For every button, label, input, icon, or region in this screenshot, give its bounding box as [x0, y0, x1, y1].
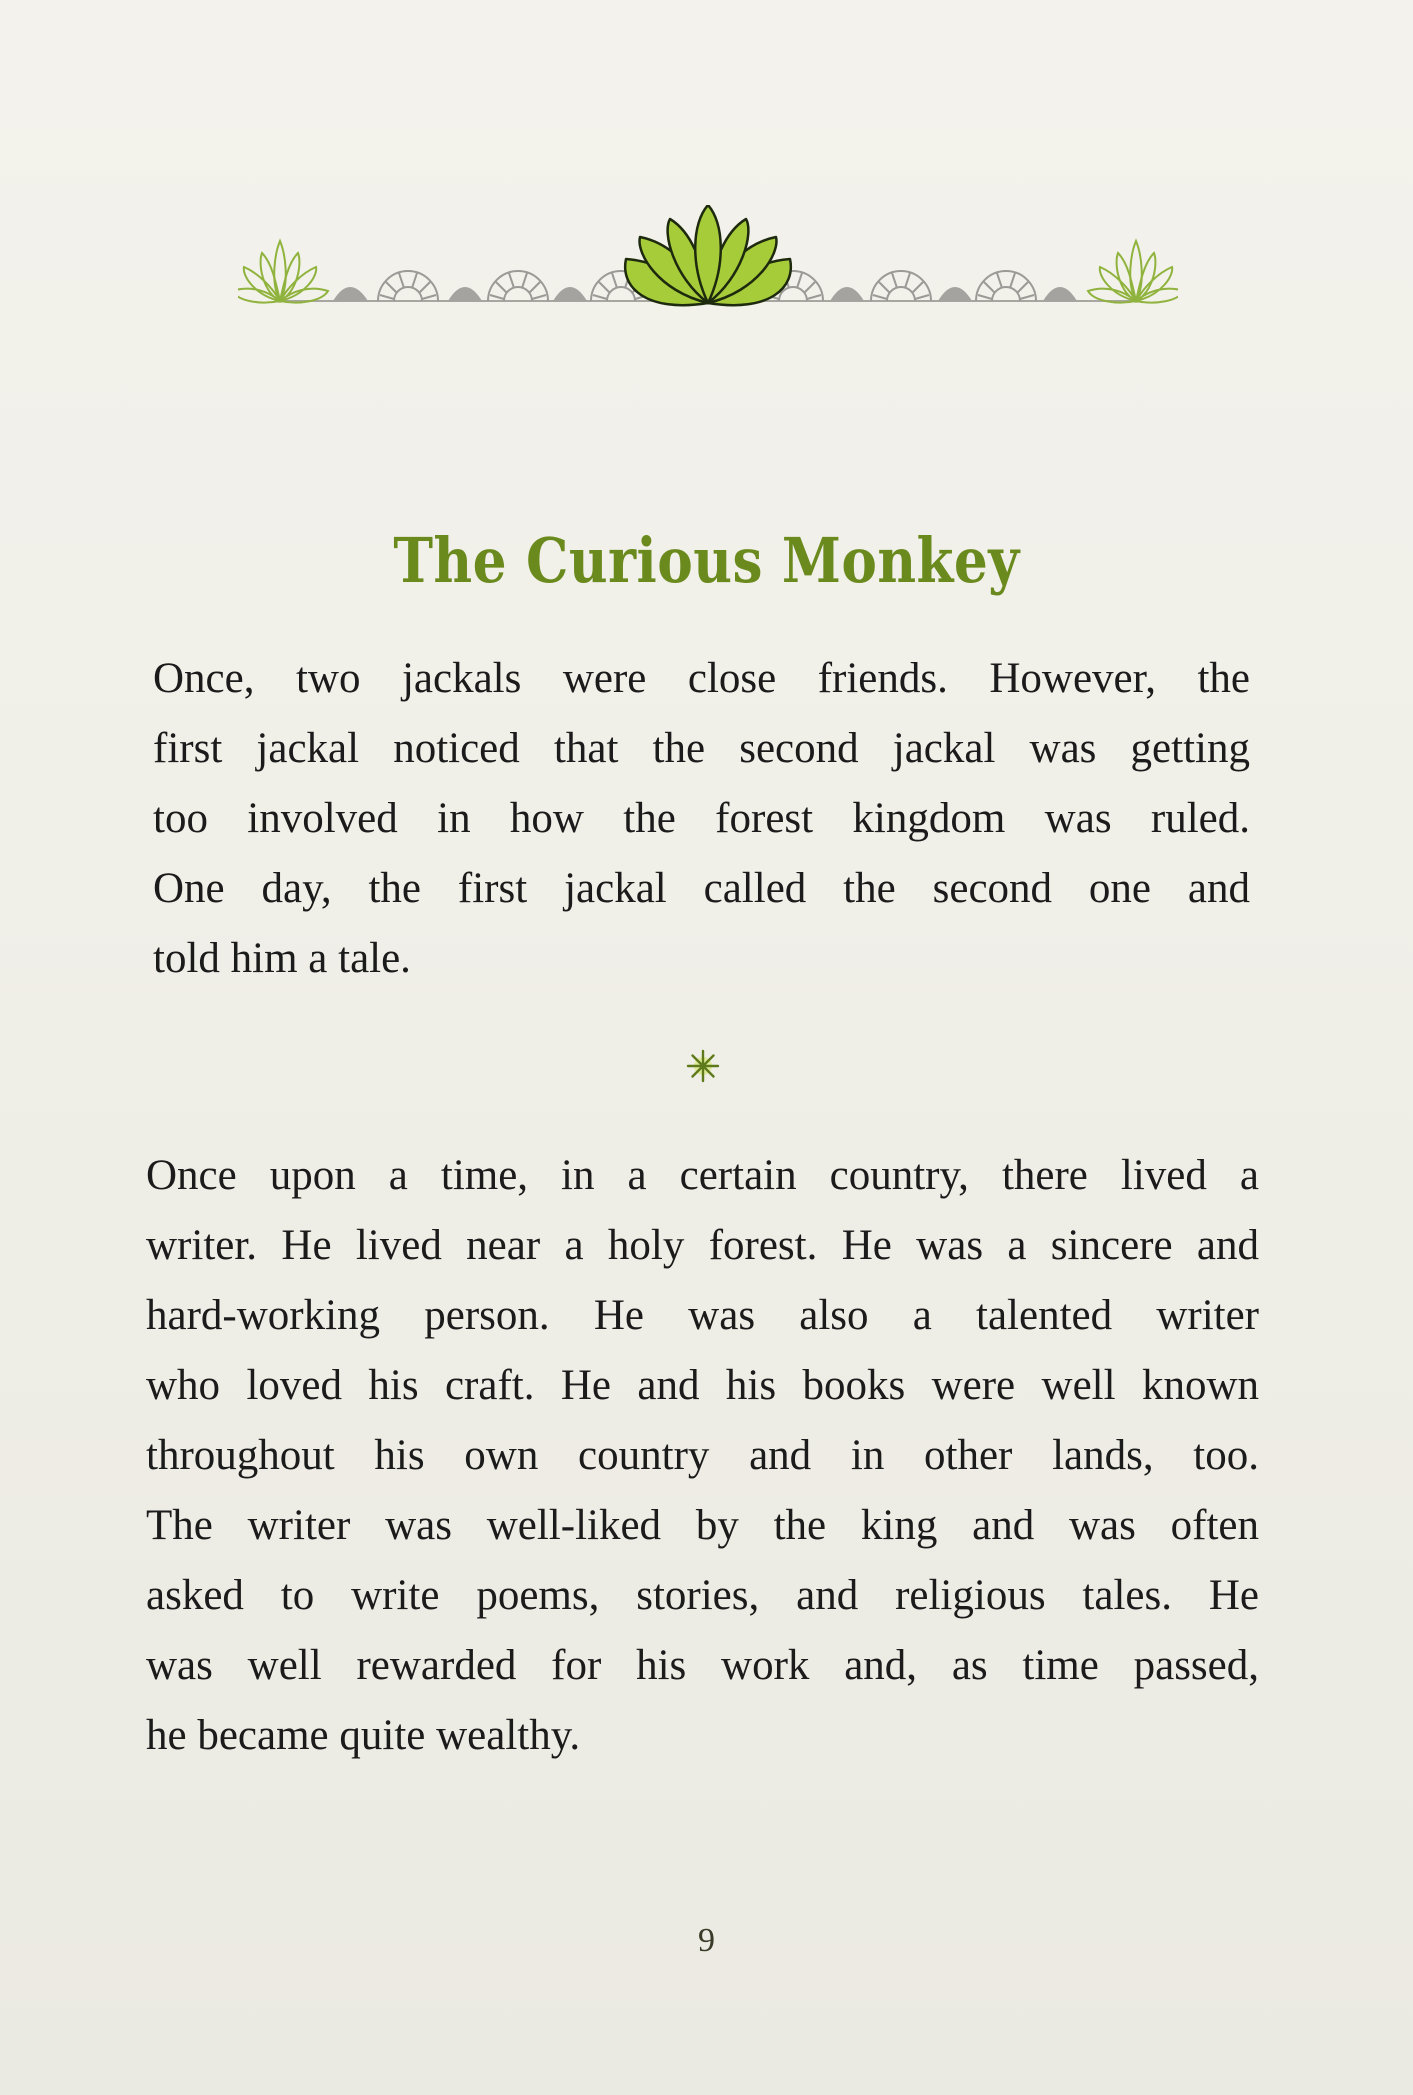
text-line: Once upon a time, in a certain country, there lived a: [146, 1152, 1259, 1199]
chapter-title: The Curious Monkey: [393, 523, 1020, 597]
asterisk-separator-icon: [683, 1046, 723, 1086]
text-line: he became quite wealthy.: [146, 1712, 581, 1759]
text-line: told him a tale.: [153, 935, 411, 982]
text-line: who loved his craft. He and his books were well known: [146, 1362, 1259, 1409]
text-line: hard-working person. He was also a talented writer: [146, 1292, 1259, 1339]
text-line: asked to write poems, stories, and religious tales. He: [146, 1572, 1259, 1619]
small-lotus-left-icon: [238, 241, 328, 303]
text-line: first jackal noticed that the second jackal was getting: [153, 725, 1250, 772]
text-line: was well rewarded for his work and, as time passed,: [146, 1642, 1259, 1689]
text-line: Once, two jackals were close friends. However, the: [153, 655, 1250, 702]
paragraph-intro: [153, 644, 1250, 994]
small-lotus-right-icon: [1088, 241, 1178, 303]
paragraph-tale: [146, 1141, 1259, 1771]
text-line: The writer was well-liked by the king and was often: [146, 1502, 1259, 1549]
page-number: 9: [698, 1922, 715, 1959]
text-line: too involved in how the forest kingdom was ruled.: [153, 795, 1250, 842]
text-line: One day, the first jackal called the second one and: [153, 865, 1250, 912]
text-line: writer. He lived near a holy forest. He was a sincere and: [146, 1222, 1259, 1269]
central-lotus-icon: [625, 205, 791, 305]
lotus-border-ornament-icon: [238, 205, 1178, 315]
text-line: throughout his own country and in other lands, too.: [146, 1432, 1259, 1479]
